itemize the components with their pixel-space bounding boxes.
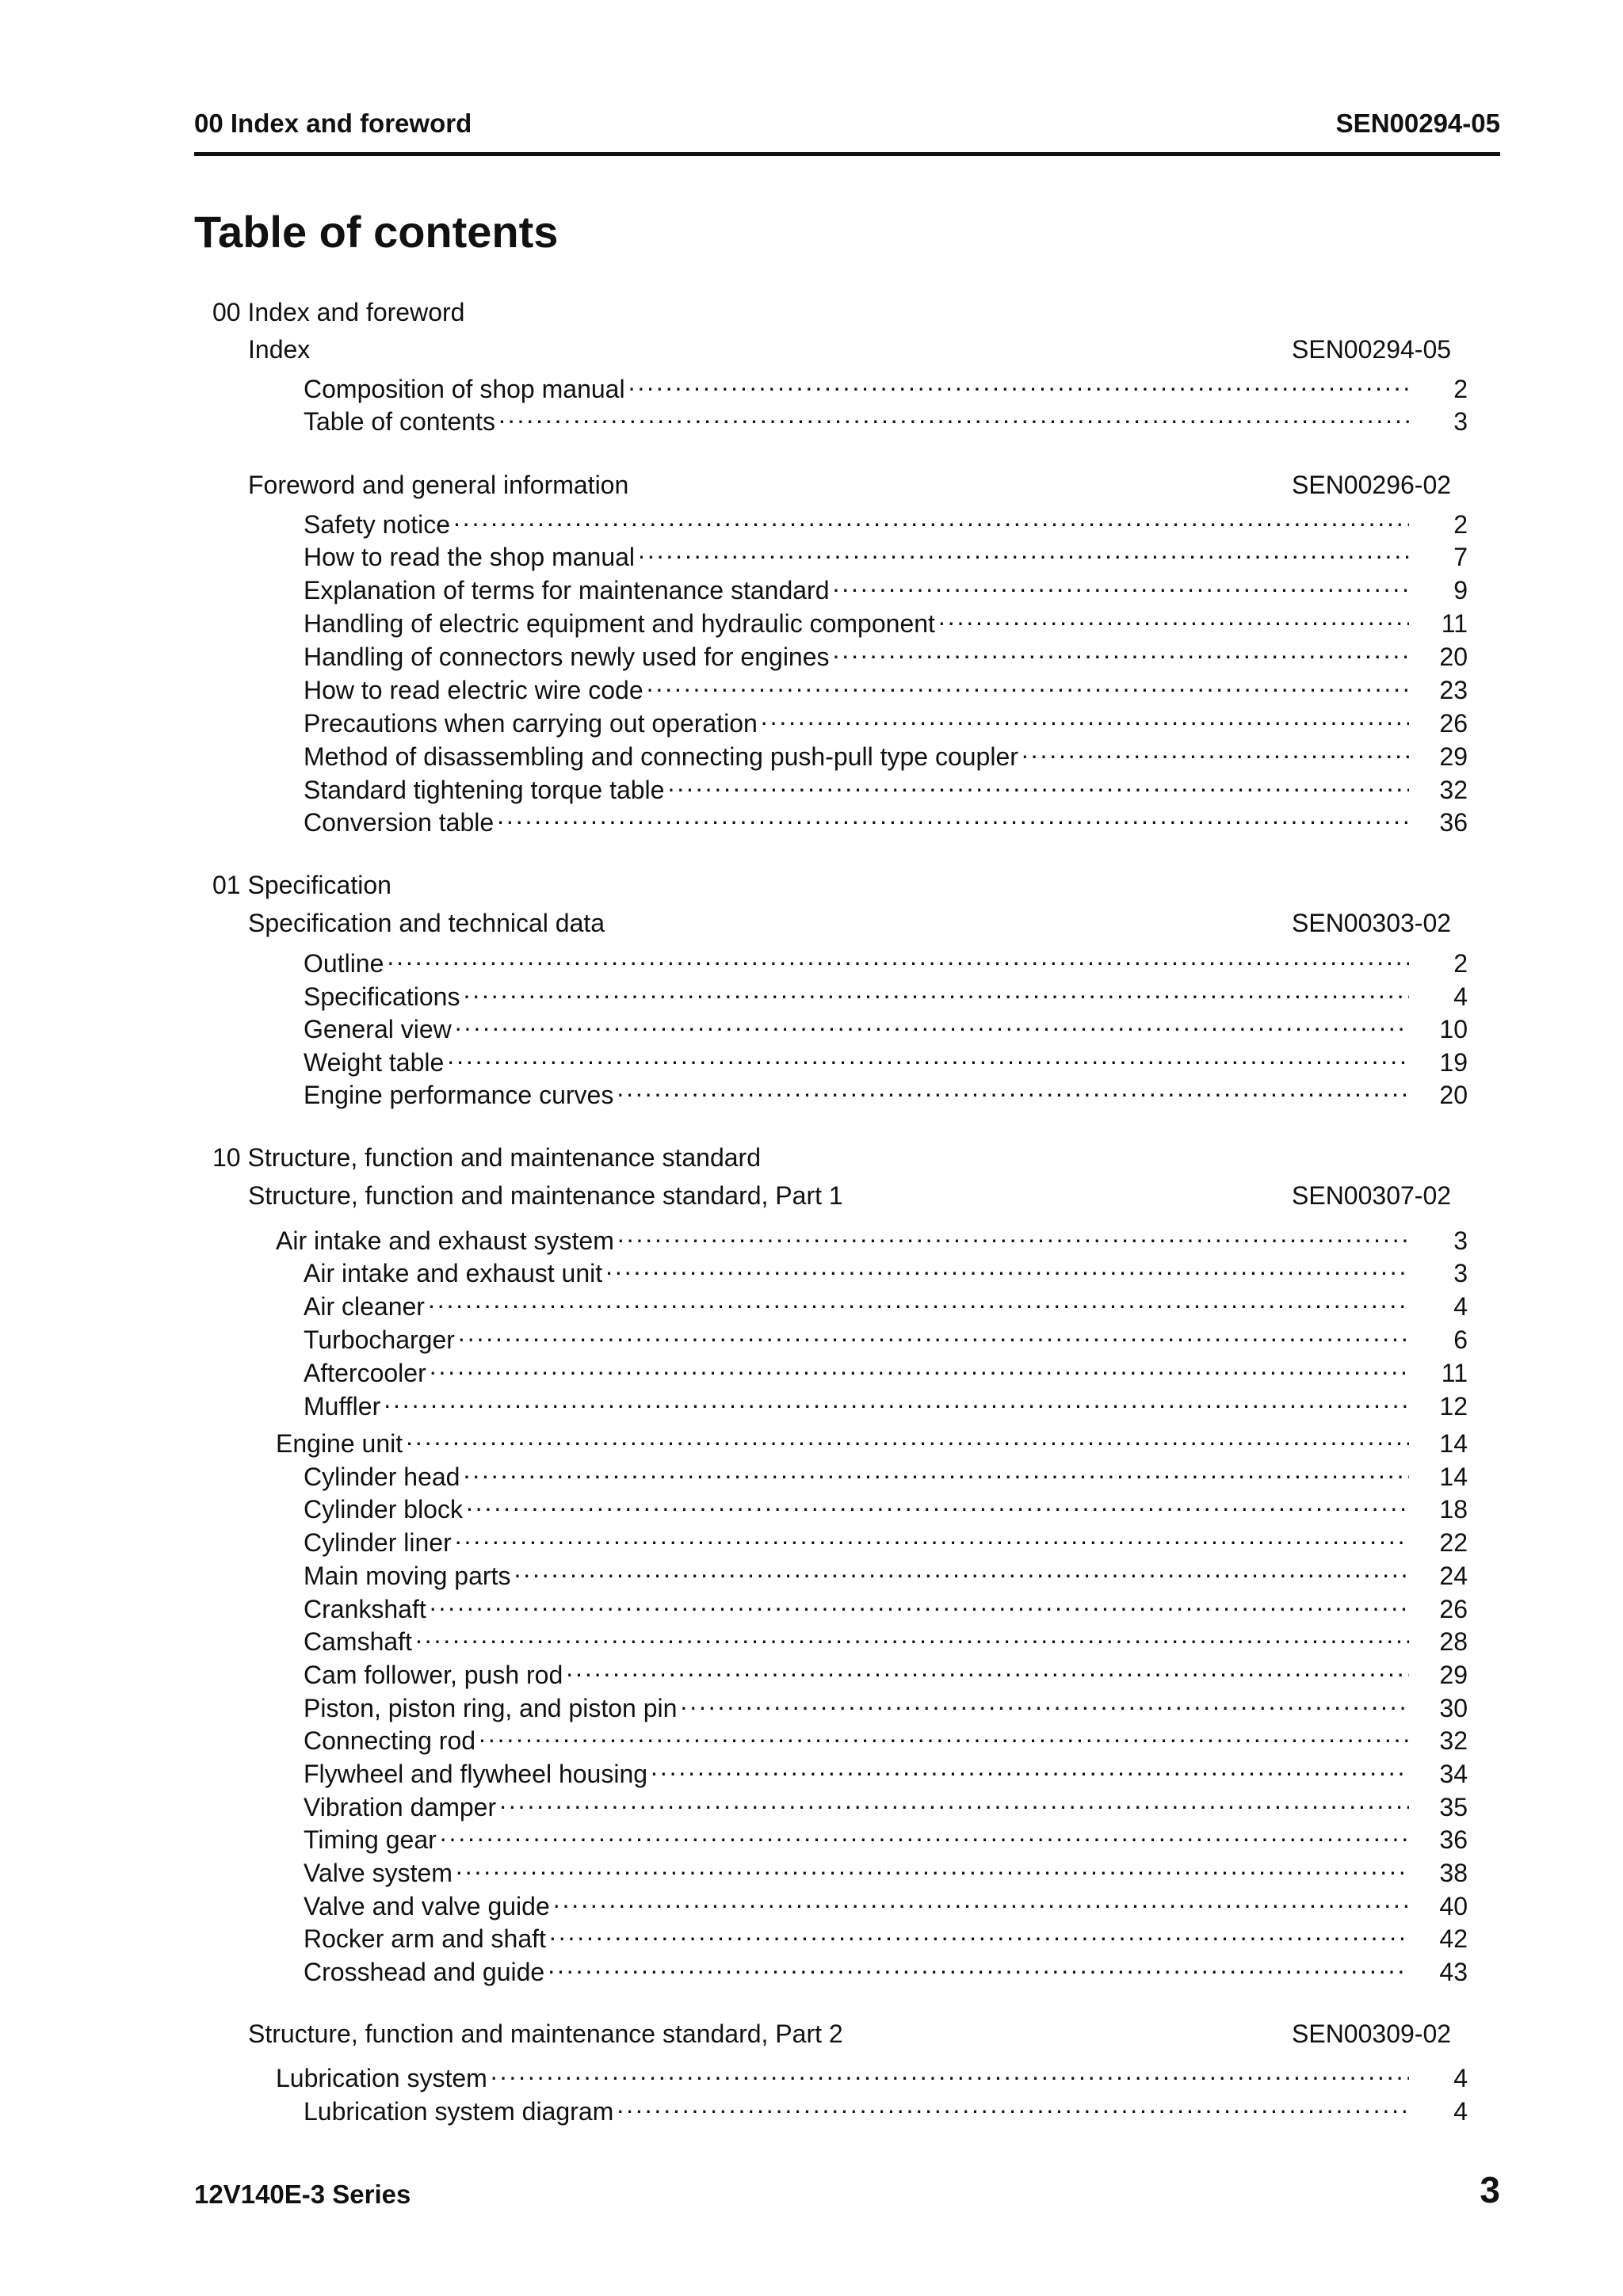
dot-leader bbox=[497, 799, 1409, 831]
dot-leader bbox=[617, 1072, 1409, 1104]
toc-entry-page: 26 bbox=[1439, 1595, 1468, 1623]
dot-leader bbox=[566, 1652, 1409, 1684]
dot-leader bbox=[647, 667, 1409, 699]
toc-entry-title: Flywheel and flywheel housing bbox=[304, 1760, 648, 1788]
toc-entry-title: Engine performance curves bbox=[304, 1081, 614, 1109]
toc-entry-page: 3 bbox=[1453, 1259, 1468, 1287]
dot-leader bbox=[479, 1718, 1409, 1749]
dot-leader bbox=[938, 601, 1409, 632]
toc-entry-page: 10 bbox=[1439, 1015, 1468, 1043]
toc-entry-page: 20 bbox=[1439, 643, 1468, 671]
toc-entry-page: 14 bbox=[1439, 1463, 1468, 1491]
footer-page-number: 3 bbox=[1480, 2169, 1500, 2210]
toc-entry-page: 28 bbox=[1439, 1627, 1468, 1656]
toc-entry-title: Explanation of terms for maintenance standard bbox=[304, 576, 830, 605]
toc-entry-title: Outline bbox=[304, 949, 384, 978]
toc-entry-page: 34 bbox=[1439, 1760, 1468, 1788]
toc-entry-title: Muffler bbox=[304, 1392, 381, 1421]
dot-leader bbox=[498, 399, 1409, 430]
toc-entry-title: Air cleaner bbox=[304, 1292, 425, 1321]
toc-entry-page: 36 bbox=[1439, 808, 1468, 837]
toc-entry-title: Turbocharger bbox=[304, 1325, 455, 1354]
toc-entry-title: Cylinder liner bbox=[304, 1528, 452, 1557]
toc-entry-title: Crankshaft bbox=[304, 1595, 426, 1623]
toc-entry-title: Table of contents bbox=[304, 407, 495, 436]
toc-entry-title: Connecting rod bbox=[304, 1726, 476, 1755]
toc-entry-page: 2 bbox=[1453, 510, 1468, 539]
toc-entry-page: 36 bbox=[1439, 1825, 1468, 1854]
dot-leader bbox=[455, 1006, 1409, 1038]
toc-entry-title: Cam follower, push rod bbox=[304, 1661, 563, 1689]
toc-entry-page: 4 bbox=[1453, 982, 1468, 1011]
toc-entry-title: Aftercooler bbox=[304, 1359, 426, 1387]
toc-entry bbox=[304, 799, 1468, 838]
toc-entry-page: 32 bbox=[1439, 776, 1468, 804]
dot-leader bbox=[549, 1916, 1409, 1947]
dot-leader bbox=[667, 767, 1409, 799]
toc-entry-page: 3 bbox=[1453, 1226, 1468, 1255]
toc-entry-page: 38 bbox=[1439, 1859, 1468, 1887]
toc-entry-page: 42 bbox=[1439, 1924, 1468, 1953]
dot-leader bbox=[455, 1520, 1409, 1551]
dot-leader bbox=[761, 700, 1409, 732]
dot-leader bbox=[514, 1553, 1409, 1585]
dot-leader bbox=[453, 502, 1409, 533]
toc-entry-page: 3 bbox=[1453, 407, 1468, 436]
dot-leader bbox=[548, 1949, 1409, 1981]
dot-leader bbox=[617, 1218, 1409, 1249]
toc-entry-page: 35 bbox=[1439, 1793, 1468, 1821]
toc-document-title: Index bbox=[248, 335, 311, 364]
toc-entry-page: 29 bbox=[1439, 1661, 1468, 1689]
running-header-section: 00 Index and foreword bbox=[194, 109, 472, 138]
dot-leader bbox=[447, 1039, 1409, 1071]
dot-leader bbox=[832, 567, 1409, 599]
toc-document-code: SEN00296-02 bbox=[1292, 471, 1452, 499]
dot-leader bbox=[466, 1486, 1409, 1518]
dot-leader bbox=[440, 1817, 1409, 1848]
toc-entry-title: Crosshead and guide bbox=[304, 1958, 545, 1986]
toc-entry-title: Specifications bbox=[304, 982, 460, 1011]
dot-leader bbox=[553, 1883, 1409, 1915]
toc-entry-page: 14 bbox=[1439, 1429, 1468, 1458]
toc-document-code: SEN00307-02 bbox=[1292, 1181, 1452, 1210]
toc-entry-page: 4 bbox=[1453, 2064, 1468, 2092]
toc-entry-title: Timing gear bbox=[304, 1825, 437, 1854]
dot-leader bbox=[651, 1751, 1409, 1783]
toc-entry-page: 9 bbox=[1453, 576, 1468, 605]
toc-entry bbox=[304, 2088, 1468, 2127]
toc-entry bbox=[304, 1072, 1468, 1111]
toc-entry-title: Handling of electric equipment and hydraulic component bbox=[304, 609, 935, 638]
toc-entry-title: Lubrication system diagram bbox=[304, 2097, 614, 2126]
dot-leader bbox=[456, 1850, 1409, 1882]
toc-entry-title: Precautions when carrying out operation bbox=[304, 709, 758, 738]
toc-entry-page: 2 bbox=[1453, 949, 1468, 978]
toc-entry-page: 32 bbox=[1439, 1726, 1468, 1755]
toc-document-title: Structure, function and maintenance standard, Part 1 bbox=[248, 1181, 843, 1210]
toc-entry-page: 11 bbox=[1441, 609, 1468, 638]
toc-entry-page: 20 bbox=[1439, 1081, 1468, 1109]
toc-entry-page: 40 bbox=[1439, 1892, 1468, 1920]
dot-leader bbox=[605, 1250, 1409, 1282]
toc-entry-page: 7 bbox=[1453, 543, 1468, 571]
toc-entry-title: Cylinder block bbox=[304, 1495, 463, 1524]
toc-entry bbox=[304, 1383, 1468, 1422]
dot-leader bbox=[430, 1586, 1409, 1618]
toc-entry bbox=[304, 1949, 1468, 1988]
toc-entry-title: Handling of connectors newly used for engines bbox=[304, 643, 830, 671]
toc-entry-title: Air intake and exhaust unit bbox=[304, 1259, 603, 1287]
toc-entry-page: 11 bbox=[1441, 1359, 1468, 1387]
toc-entry-title: Valve and valve guide bbox=[304, 1892, 550, 1920]
toc-entry-page: 12 bbox=[1439, 1392, 1468, 1421]
toc-entry-title: Engine unit bbox=[276, 1429, 403, 1458]
toc-entry-title: Piston, piston ring, and piston pin bbox=[304, 1694, 678, 1722]
header-rule bbox=[194, 152, 1500, 156]
toc-entry-title: Cylinder head bbox=[304, 1463, 460, 1491]
toc-entry-title: Air intake and exhaust system bbox=[276, 1226, 614, 1255]
toc-entry-title: Valve system bbox=[304, 1859, 453, 1887]
toc-entry-title: How to read electric wire code bbox=[304, 676, 643, 704]
toc-section-title: 01 Specification bbox=[212, 871, 391, 899]
toc-entry-page: 4 bbox=[1453, 1292, 1468, 1321]
dot-leader bbox=[1022, 734, 1409, 765]
dot-leader bbox=[458, 1317, 1409, 1348]
toc-entry-page: 22 bbox=[1439, 1528, 1468, 1557]
toc-entry-page: 4 bbox=[1453, 2097, 1468, 2126]
toc-entry-title: Standard tightening torque table bbox=[304, 776, 665, 804]
toc-entry-title: Weight table bbox=[304, 1048, 445, 1077]
toc-document-code: SEN00309-02 bbox=[1292, 2019, 1452, 2048]
dot-leader bbox=[387, 940, 1409, 972]
dot-leader bbox=[680, 1685, 1409, 1717]
toc-entry-page: 23 bbox=[1439, 676, 1468, 704]
toc-entry-title: Lubrication system bbox=[276, 2064, 487, 2092]
dot-leader bbox=[384, 1383, 1409, 1415]
toc-section-title: 00 Index and foreword bbox=[212, 298, 465, 326]
toc-entry-title: General view bbox=[304, 1015, 452, 1043]
toc-document-code: SEN00303-02 bbox=[1292, 909, 1452, 937]
dot-leader bbox=[430, 1350, 1409, 1382]
toc-entry-page: 24 bbox=[1439, 1562, 1468, 1590]
toc-entry-page: 29 bbox=[1439, 742, 1468, 771]
toc-entry-page: 2 bbox=[1453, 375, 1468, 403]
toc-entry-page: 18 bbox=[1439, 1495, 1468, 1524]
toc-entry-title: Main moving parts bbox=[304, 1562, 511, 1590]
dot-leader bbox=[833, 634, 1409, 666]
dot-leader bbox=[415, 1619, 1409, 1650]
toc-entry-page: 19 bbox=[1439, 1048, 1468, 1077]
toc-entry-page: 26 bbox=[1439, 709, 1468, 738]
toc-entry-title: Rocker arm and shaft bbox=[304, 1924, 546, 1953]
toc-entry-title: Vibration damper bbox=[304, 1793, 497, 1821]
page-title: Table of contents bbox=[194, 207, 559, 257]
dot-leader bbox=[463, 1454, 1409, 1486]
toc-entry-page: 6 bbox=[1453, 1325, 1468, 1354]
toc-entry-title: Camshaft bbox=[304, 1627, 412, 1656]
dot-leader bbox=[638, 534, 1409, 566]
toc-entry-title: Composition of shop manual bbox=[304, 375, 625, 403]
toc-entry-title: How to read the shop manual bbox=[304, 543, 636, 571]
footer-series: 12V140E-3 Series bbox=[194, 2180, 411, 2209]
running-header-doc-code: SEN00294-05 bbox=[1335, 109, 1500, 138]
dot-leader bbox=[499, 1784, 1409, 1816]
toc-document-title: Specification and technical data bbox=[248, 909, 605, 937]
toc-entry bbox=[304, 399, 1468, 437]
toc-section-title: 10 Structure, function and maintenance standard bbox=[212, 1143, 761, 1172]
toc-entry-title: Conversion table bbox=[304, 808, 495, 837]
toc-document-title: Structure, function and maintenance standard, Part 2 bbox=[248, 2019, 843, 2048]
toc-entry-page: 43 bbox=[1439, 1958, 1468, 1986]
dot-leader bbox=[491, 2055, 1409, 2087]
dot-leader bbox=[406, 1421, 1409, 1452]
toc-document-code: SEN00294-05 bbox=[1292, 335, 1452, 364]
toc-entry-title: Method of disassembling and connecting push-pull type coupler bbox=[304, 742, 1018, 771]
toc-document-title: Foreword and general information bbox=[248, 471, 629, 499]
dot-leader bbox=[628, 366, 1409, 398]
toc-entry-title: Safety notice bbox=[304, 510, 450, 539]
dot-leader bbox=[617, 2088, 1409, 2120]
toc-entry-page: 30 bbox=[1439, 1694, 1468, 1722]
dot-leader bbox=[463, 974, 1409, 1005]
dot-leader bbox=[428, 1283, 1409, 1315]
